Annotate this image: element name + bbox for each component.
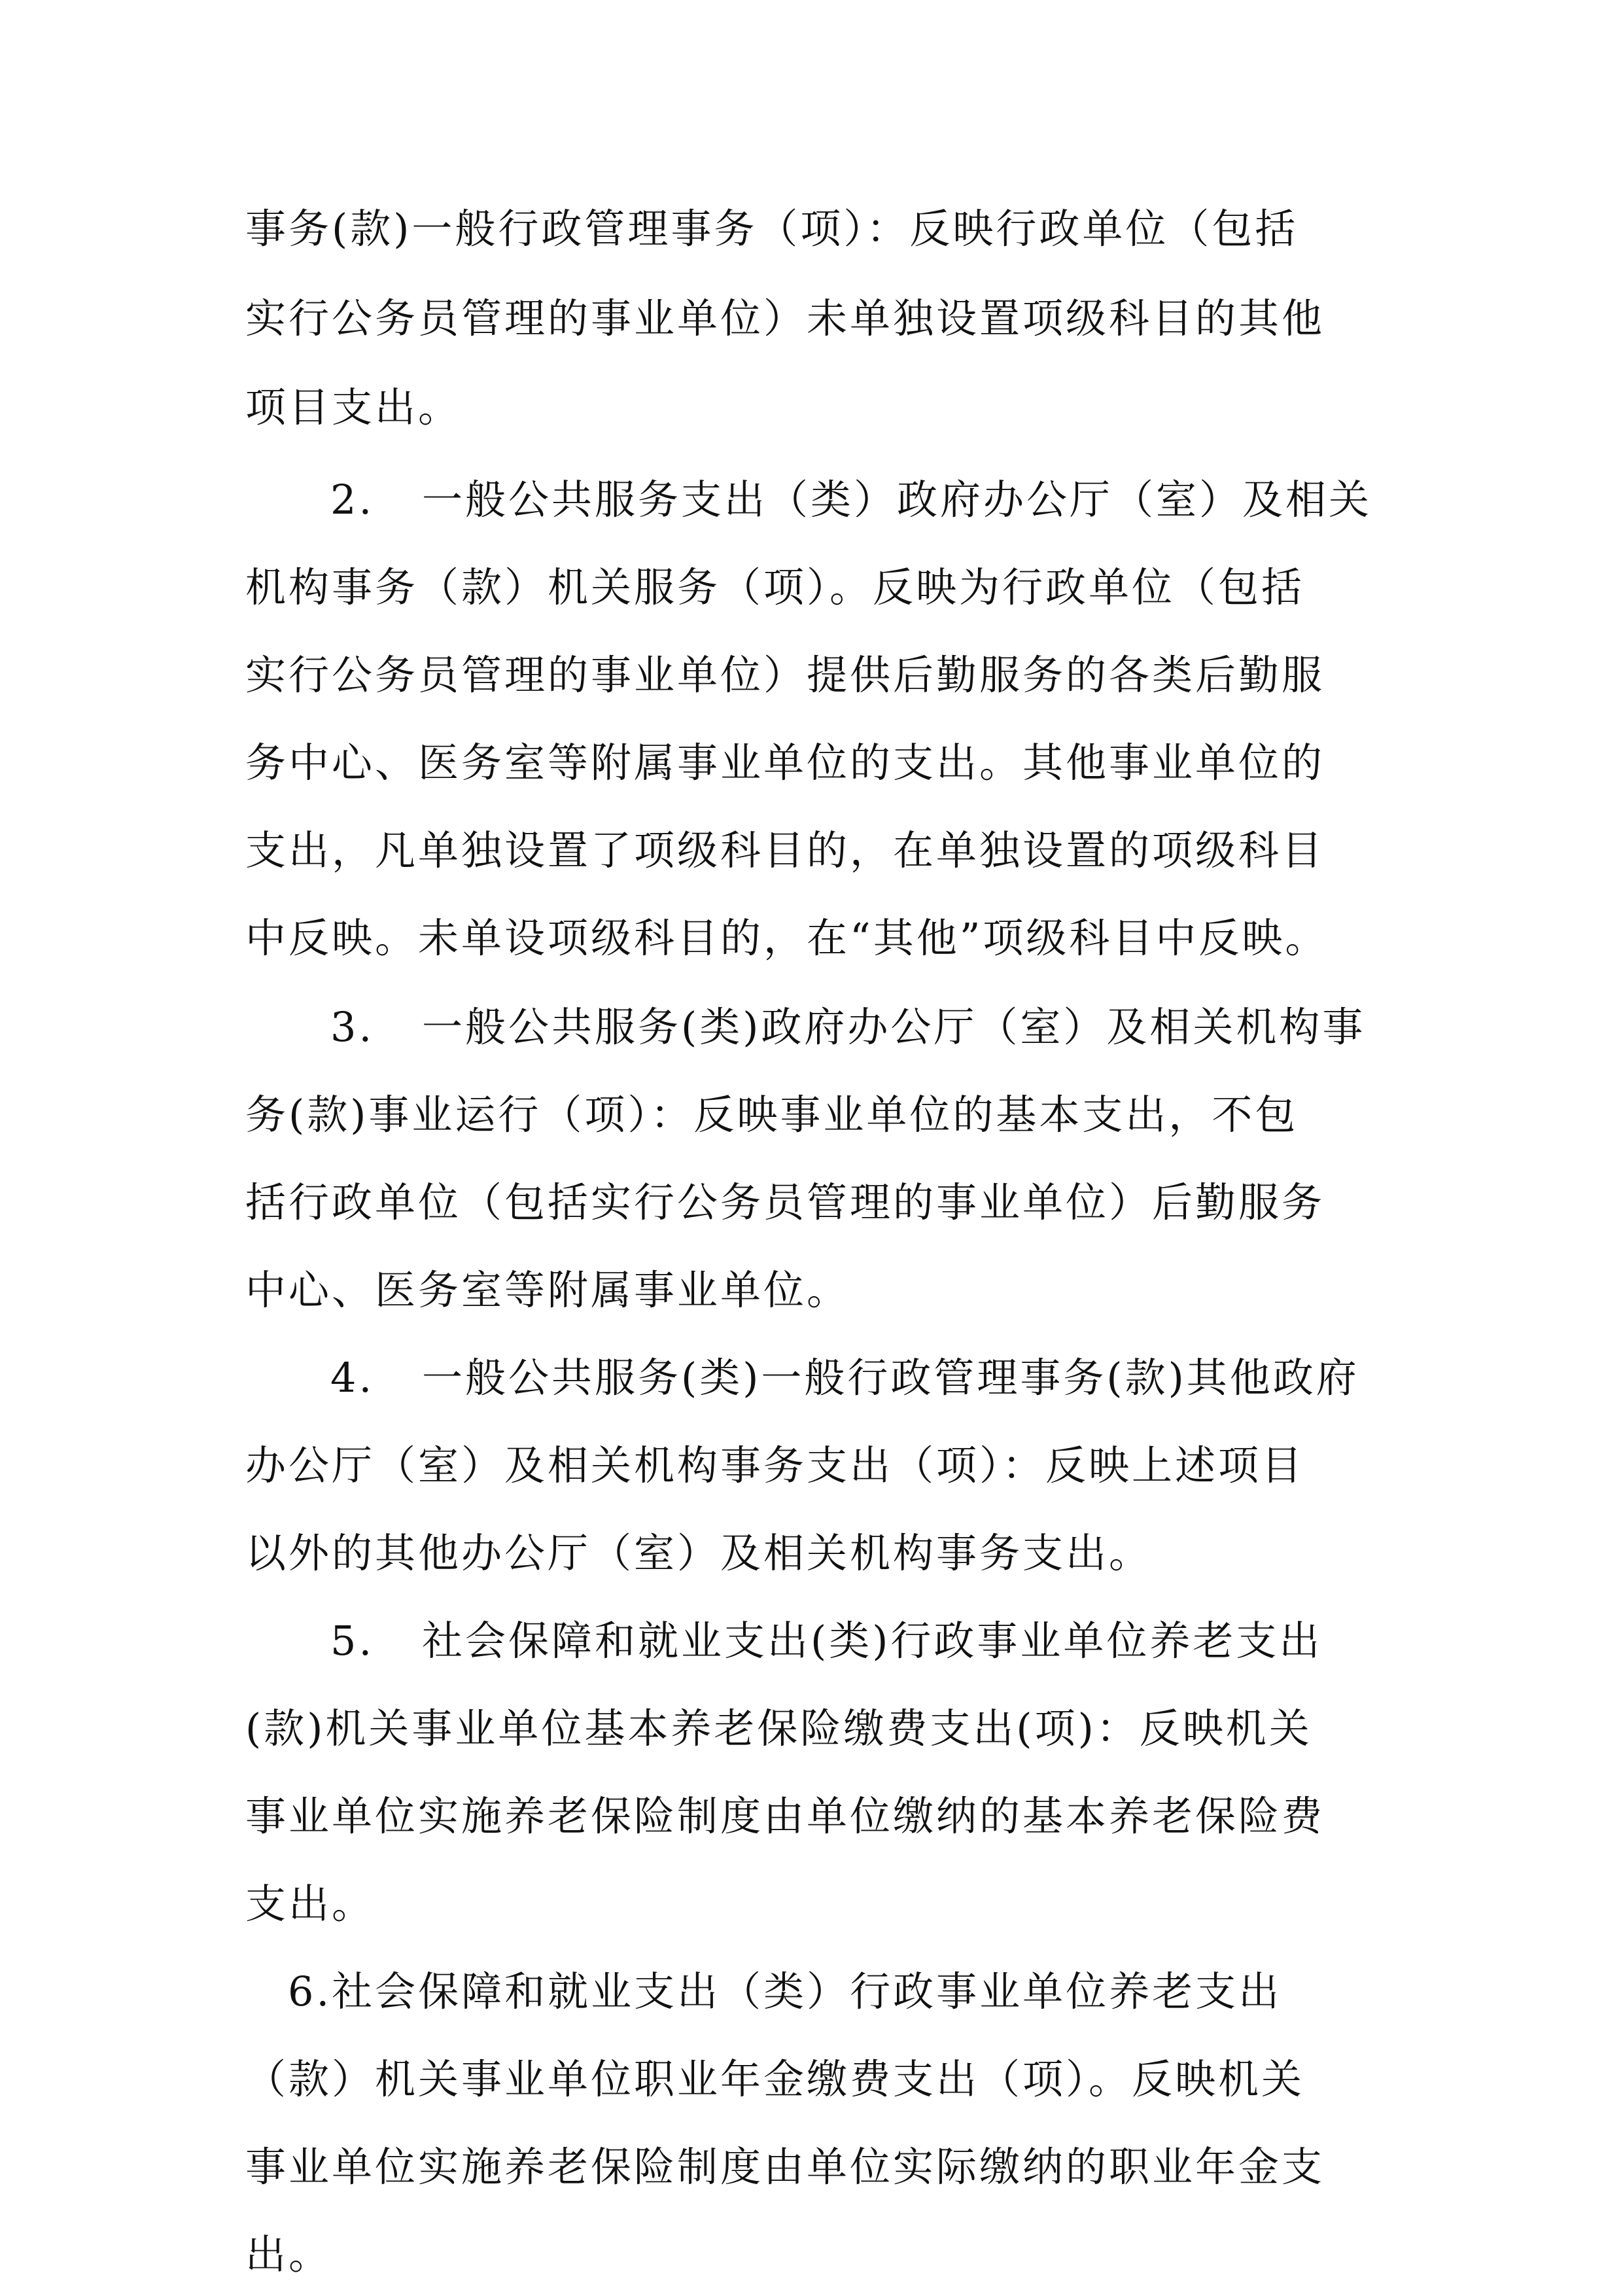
paragraph-2-line-1-text: 一般公共服务支出（类）政府办公厅（室）及相关 [422, 476, 1372, 523]
paragraph-3-line-3: 括行政单位（包括实行公务员管理的事业单位）后勤服务 [245, 1178, 1325, 1226]
paragraph-5-line-1-text: 社会保障和就业支出(类)行政事业单位养老支出 [422, 1617, 1323, 1665]
paragraph-5-line-1 [330, 1615, 1322, 1667]
paragraph-6-line-4: 出。 [245, 2231, 332, 2278]
paragraph-3-line-1-text: 一般公共服务(类)政府办公厅（室）及相关机构事 [422, 1003, 1366, 1051]
paragraph-2-line-1 [330, 474, 1372, 526]
paragraph-5-line-4: 支出。 [245, 1880, 375, 1928]
paragraph-2-line-6: 中反映。未单设项级科目的，在“其他”项级科目中反映。 [245, 914, 1329, 962]
paragraph-2-line-5: 支出，凡单独设置了项级科目的，在单独设置的项级科目 [245, 826, 1325, 874]
paragraph-4-line-2: 办公厅（室）及相关机构事务支出（项）：反映上述项目 [245, 1441, 1305, 1489]
paragraph-2-line-2: 机构事务（款）机关服务（项）。反映为行政单位（包括 [245, 563, 1305, 611]
paragraph-1-line-3: 项目支出。 [245, 383, 462, 431]
paragraph-6-line-2: （款）机关事业单位职业年金缴费支出（项）。反映机关 [245, 2055, 1305, 2103]
paragraph-5-line-2: (款)机关事业单位基本养老保险缴费支出(项)：反映机关 [245, 1704, 1312, 1752]
paragraph-6-line-1 [288, 1966, 1282, 2018]
paragraph-6-line-3: 事业单位实施养老保险制度由单位实际缴纳的职业年金支 [245, 2143, 1325, 2191]
paragraph-3-line-4: 中心、医务室等附属事业单位。 [245, 1266, 850, 1314]
paragraph-3-number: 3. [330, 1003, 375, 1051]
paragraph-4-number: 4. [330, 1354, 375, 1402]
paragraph-4-line-1-text: 一般公共服务(类)一般行政管理事务(款)其他政府 [422, 1354, 1359, 1402]
paragraph-4-line-3: 以外的其他办公厅（室）及相关机构事务支出。 [245, 1529, 1153, 1577]
paragraph-1-line-1: 事务(款)一般行政管理事务（项）：反映行政单位（包括 [245, 205, 1299, 253]
paragraph-4-line-1 [330, 1352, 1359, 1404]
paragraph-1-line-2: 实行公务员管理的事业单位）未单独设置项级科目的其他 [245, 294, 1325, 342]
paragraph-6-line-1-text: 社会保障和就业支出（类）行政事业单位养老支出 [332, 1968, 1282, 2015]
paragraph-5-number: 5. [330, 1617, 375, 1665]
paragraph-6-number: 6. [288, 1968, 332, 2015]
paragraph-2-line-4: 务中心、医务室等附属事业单位的支出。其他事业单位的 [245, 739, 1325, 786]
paragraph-3-line-2: 务(款)事业运行（项）：反映事业单位的基本支出，不包 [245, 1091, 1299, 1139]
paragraph-5-line-3: 事业单位实施养老保险制度由单位缴纳的基本养老保险费 [245, 1792, 1325, 1840]
paragraph-2-line-3: 实行公务员管理的事业单位）提供后勤服务的各类后勤服 [245, 651, 1325, 699]
paragraph-2-number: 2. [330, 476, 375, 523]
paragraph-3-line-1 [330, 1001, 1365, 1053]
